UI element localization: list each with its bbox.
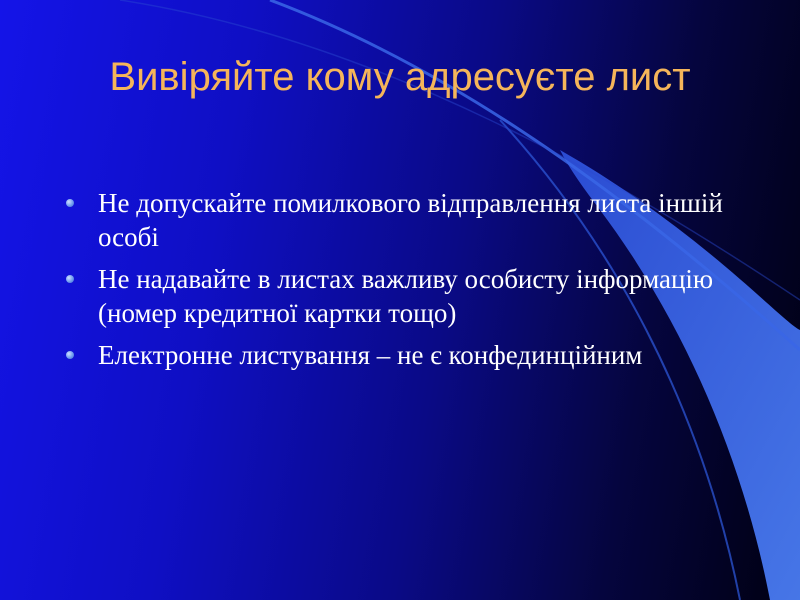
slide-title: Вивіряйте кому адресуєте лист	[109, 55, 691, 99]
bullet-dot-icon	[66, 351, 74, 359]
bullet-dot-icon	[66, 275, 74, 283]
bullet-item	[64, 262, 744, 330]
bullet-text: Не надавайте в листах важливу особисту інформацію (номер кредитної картки тощо)	[98, 264, 714, 328]
bullet-text: Електронне листування – не є конфединційним	[98, 340, 643, 370]
bullet-item	[64, 186, 744, 254]
bullet-item	[64, 338, 744, 372]
bullet-list	[64, 186, 744, 380]
bullet-dot-icon	[66, 199, 74, 207]
bullet-text: Не допускайте помилкового відправлення листа іншій особі	[98, 188, 723, 252]
